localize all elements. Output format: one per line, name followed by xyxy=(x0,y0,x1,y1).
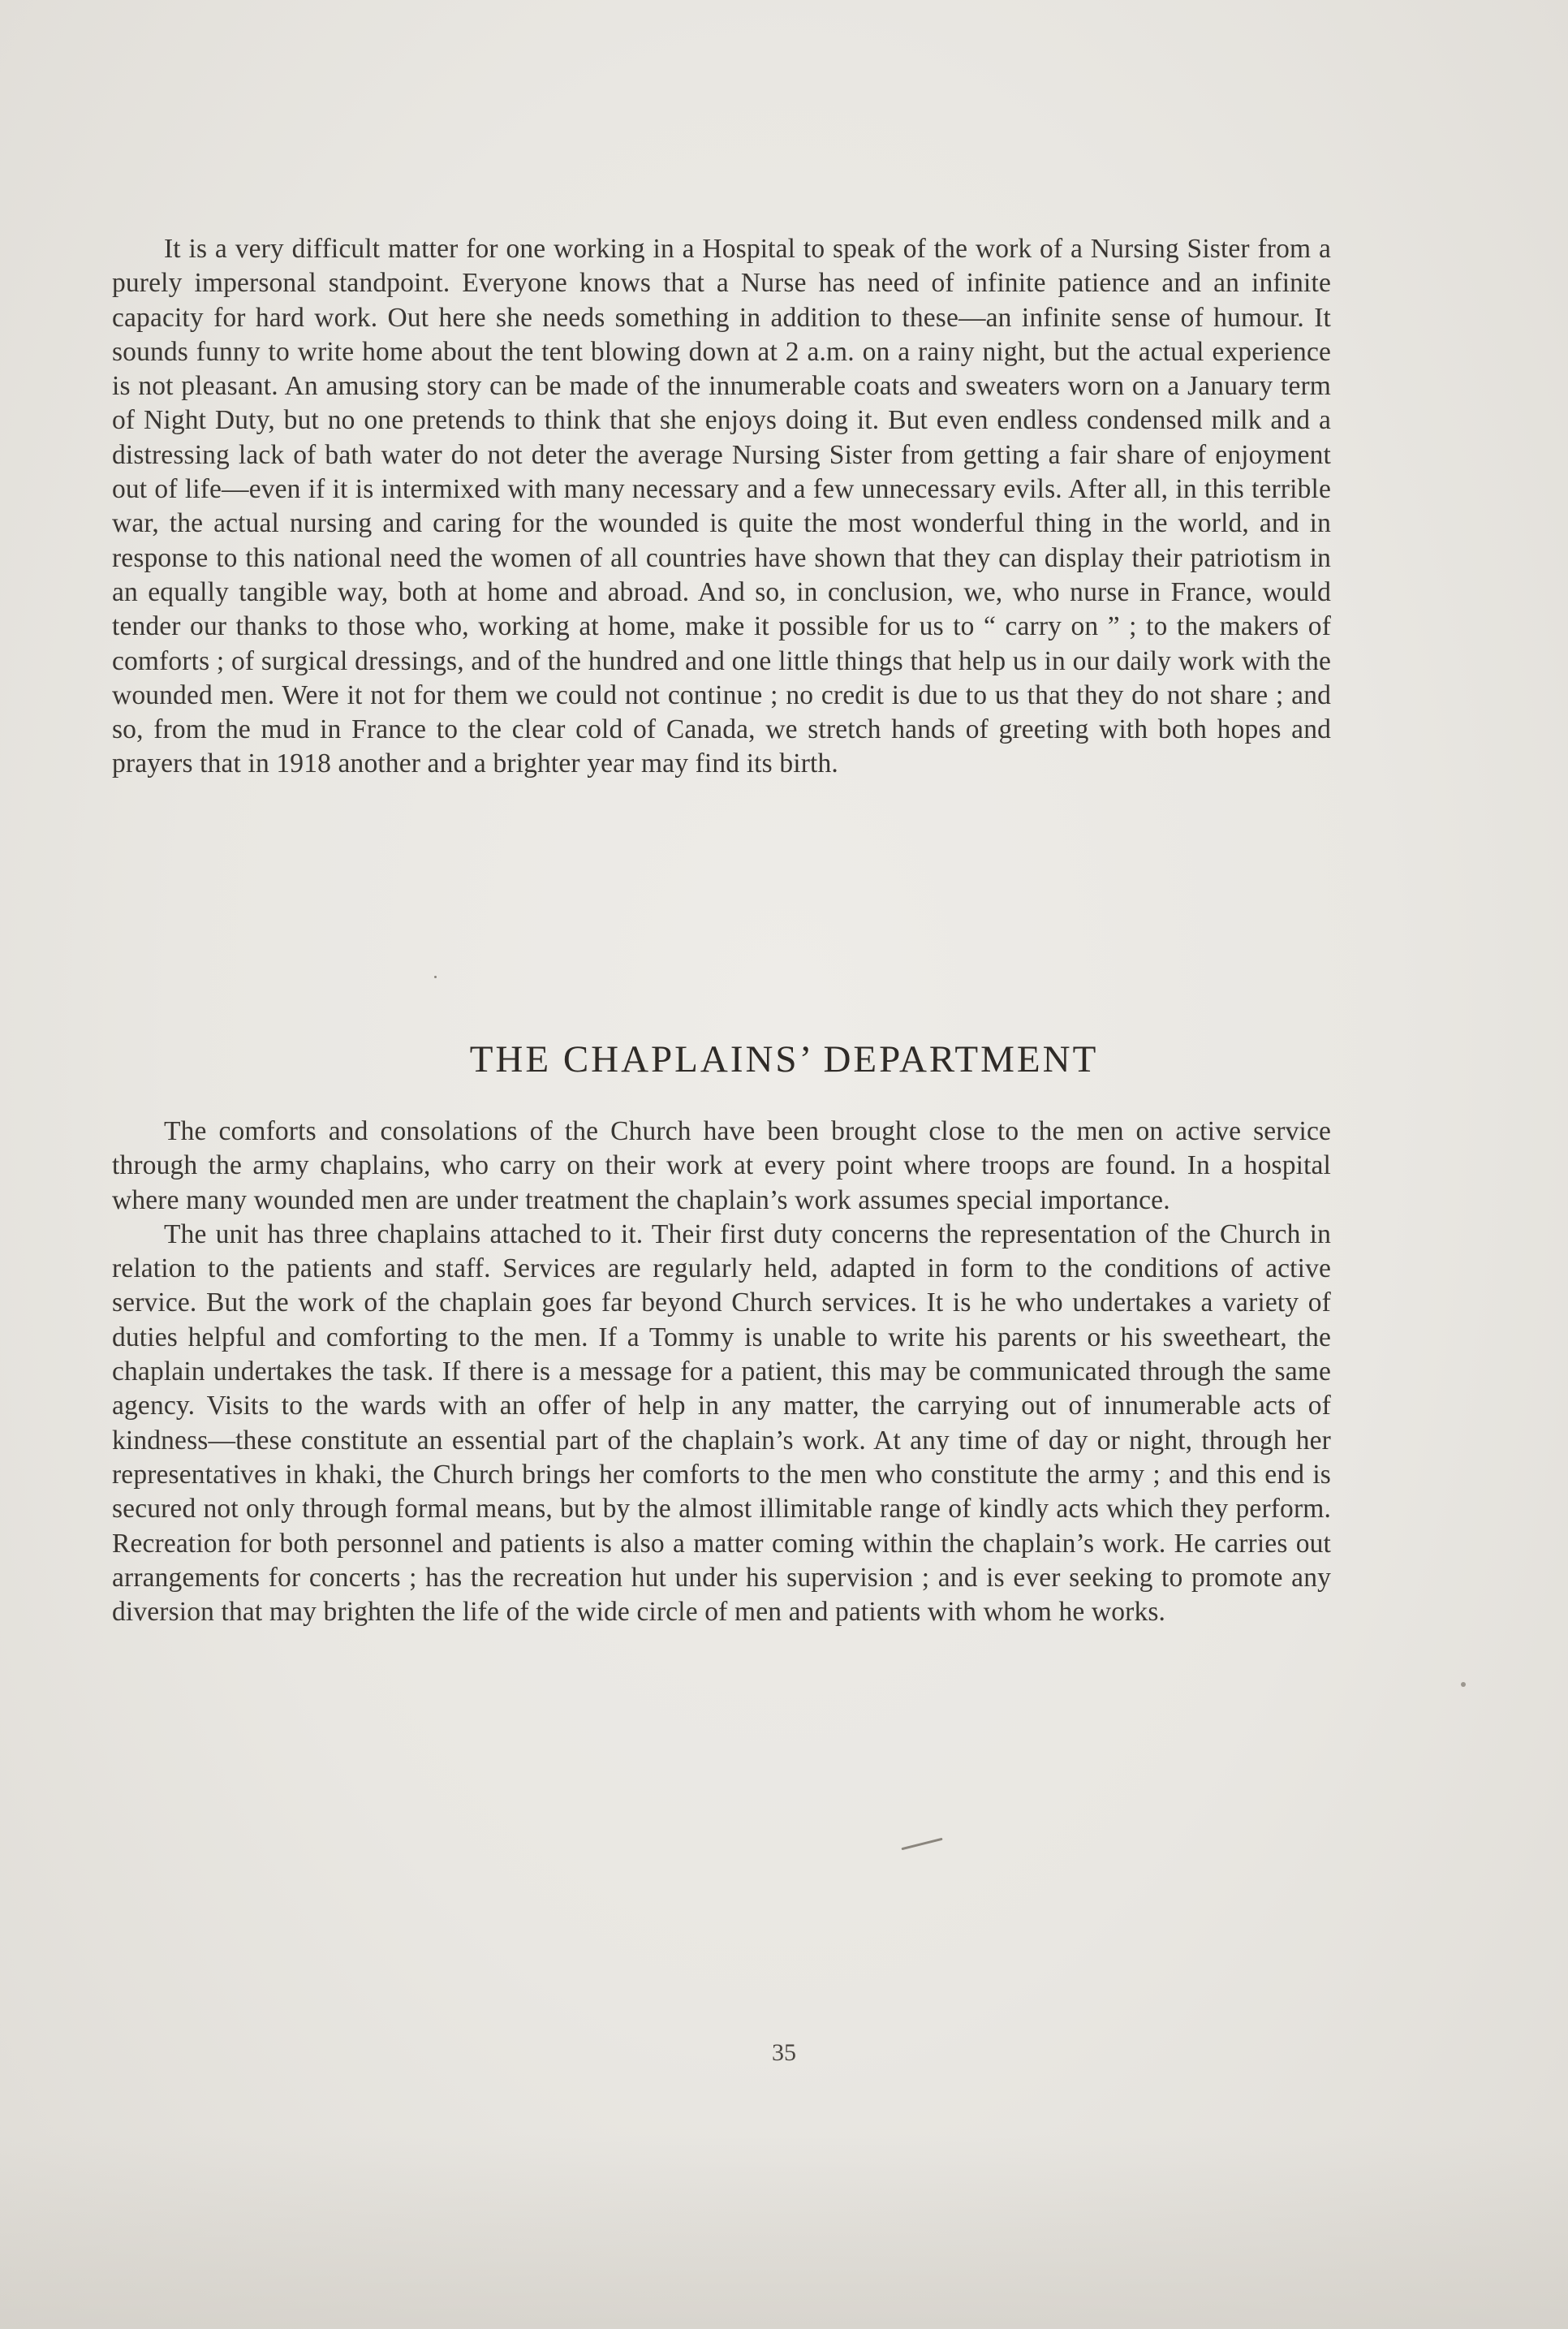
ink-flourish xyxy=(901,1838,942,1850)
margin-speck xyxy=(1461,1682,1466,1687)
page-number: 35 xyxy=(772,2039,796,2066)
section-heading: THE CHAPLAINS’ DEPARTMENT xyxy=(469,1038,1099,1080)
chaplains-paragraph-1: The comforts and consolations of the Church have been brought close to the men on active service through the army chaplains, who carry on their work at every point where troops are found. In a hospital where many wounded men are under treatment the chaplain’s work assumes special importance. xyxy=(112,1116,1331,1215)
paper-stain xyxy=(0,2134,1568,2329)
chaplains-article xyxy=(112,1115,1331,1629)
intro-paragraph: It is a very difficult matter for one working in a Hospital to speak of the work of a Nursing Sister from a purely impersonal standpoint. Everyone knows that a Nurse has need of infinite patience and an infinite capacity for hard work. Out here she needs something in addition to these—an infinite sense of humour. It sounds funny to write home about the tent blowing down at 2 a.m. on a rainy night, but the actual experience is not pleasant. An amusing story can be made of the innumerable coats and sweaters worn on a January term of Night Duty, but no one pretends to think that she enjoys doing it. But even endless condensed milk and a distressing lack of bath water do not deter the average Nursing Sister from getting a fair share of enjoyment out of life—even if it is intermixed with many necessary and a few unnecessary evils. After all, in this terrible war, the actual nursing and caring for the wounded is quite the most wonderful thing in the world, and in response to this national need the women of all countries have shown that they can display their patriotism in an equally tangible way, both at home and abroad. And so, in conclusion, we, who nurse in France, would tender our thanks to those who, working at home, make it possible for us to “ carry on ” ; to the makers of comforts ; of surgical dressings, and of the hundred and one little things that help us in our daily work with the wounded men. Were it not for them we could not continue ; no credit is due to us that they do not share ; and so, from the mud in France to the clear cold of Canada, we stretch hands of greeting with both hopes and prayers that in 1918 another and a brighter year may find its birth. xyxy=(112,234,1331,779)
speck-mark xyxy=(434,976,437,978)
chaplains-paragraph-2: The unit has three chaplains attached to it. Their first duty concerns the representation of the Church in relation to the patients and staff. Services are regularly held, adapted in form to the conditions of active service. But the work of the chaplain goes far beyond Church services. It is he who undertakes a variety of duties helpful and comforting to the men. If a Tommy is unable to write his parents or his sweetheart, the chaplain undertakes the task. If there is a message for a patient, this may be communicated through the same agency. Visits to the wards with an offer of help in any matter, the carrying out of innumerable acts of kindness—these constitute an essential part of the chaplain’s work. At any time of day or night, through her representatives in khaki, the Church brings her comforts to the men who constitute the army ; and this end is secured not only through formal means, but by the almost illimitable range of kindly acts which they perform. Recreation for both personnel and patients is also a matter coming within the chaplain’s work. He carries out arrangements for concerts ; has the recreation hut under his supervision ; and is ever seeking to promote any diversion that may brighten the life of the wide circle of men and patients with whom he works. xyxy=(112,1218,1331,1628)
nursing-sister-article xyxy=(112,232,1331,782)
